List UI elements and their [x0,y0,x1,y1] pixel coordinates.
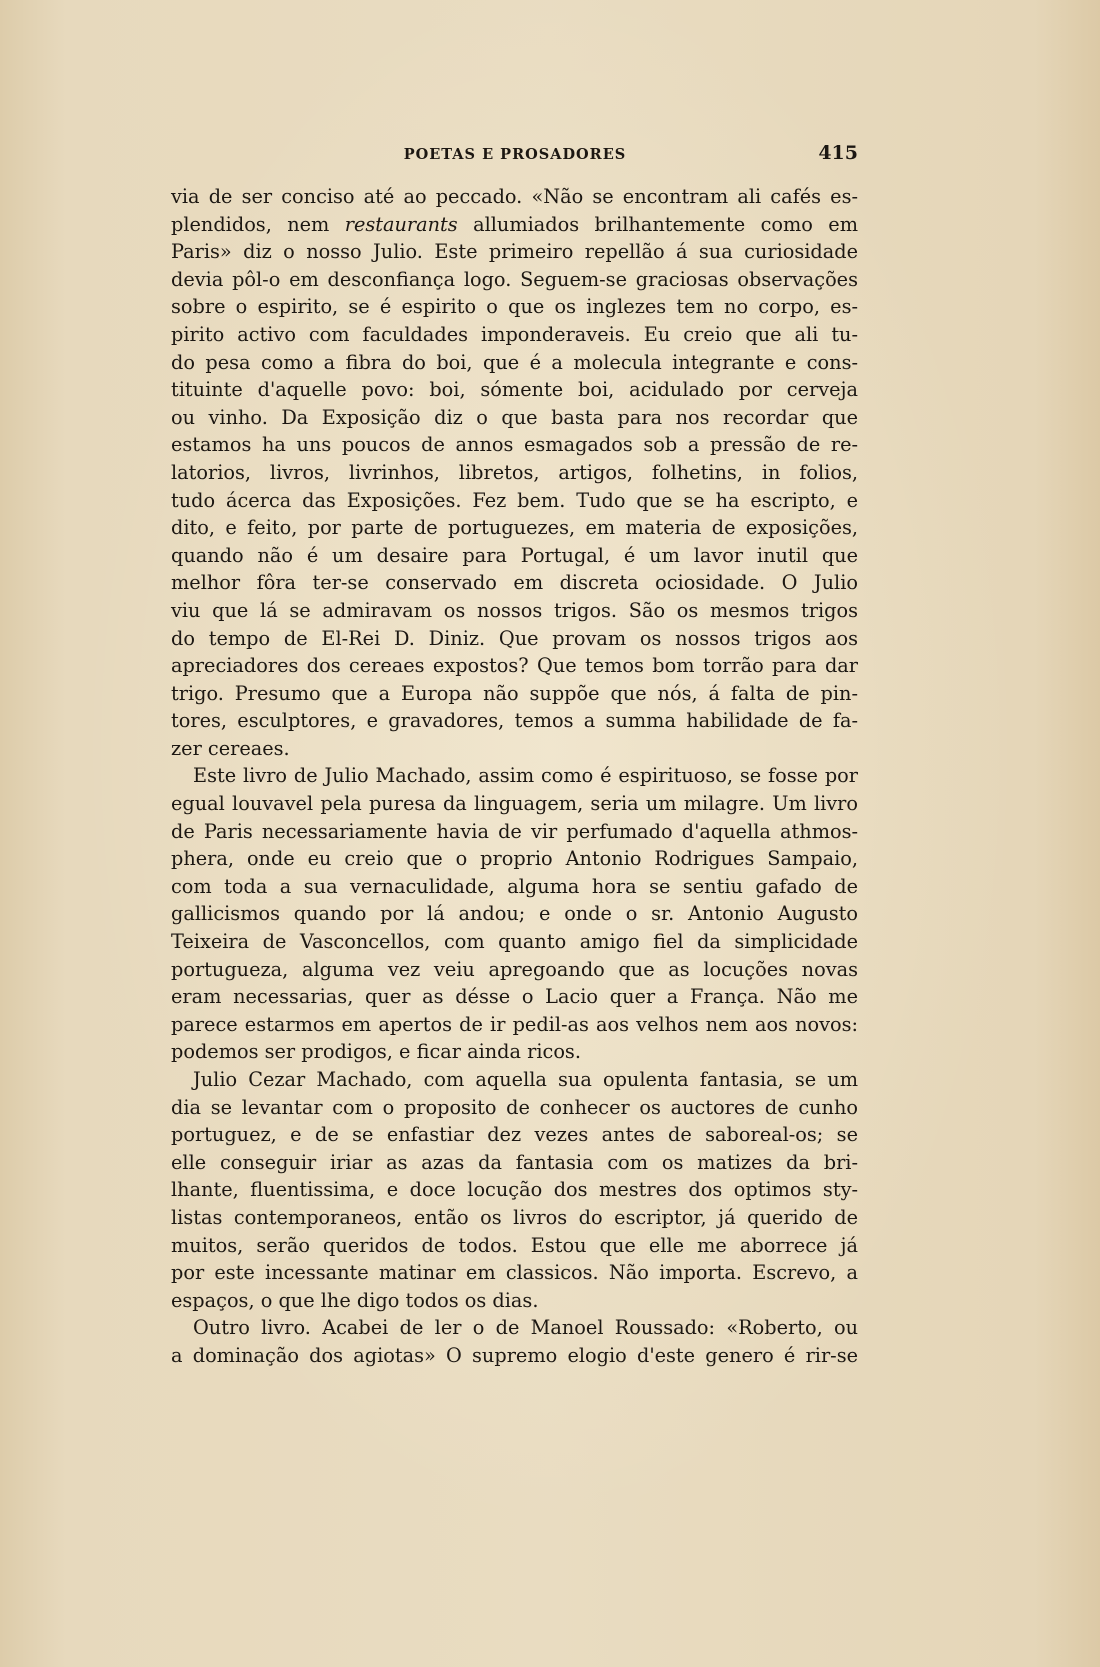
text-line: gallicismos quando por lá andou; e onde o sr. Antonio Augusto [171,902,858,926]
text-line: plendidos, nem restaurants allumiados brilhantemente como em [171,212,858,236]
text-line: tores, esculptores, e gravadores, temos a summa habilidade de fa- [171,709,858,733]
text-line: podemos ser prodigos, e ficar ainda ricos. [171,1040,581,1064]
page-number: 415 [818,142,858,164]
text-line: phera, onde eu creio que o proprio Antonio Rodrigues Sampaio, [171,847,858,871]
text-line: viu que lá se admiravam os nossos trigos. São os mesmos trigos [171,598,858,622]
text-line: a dominação dos agiotas» O supremo elogio d'este genero é rir-se [171,1343,858,1367]
text-line: devia pôl-o em desconfiança logo. Seguem-se graciosas observações [171,267,858,291]
text-line: via de ser conciso até ao peccado. «Não se encontram ali cafés es- [171,185,858,208]
text-line: do tempo de El-Rei D. Diniz. Que provam os nossos trigos aos [171,626,858,650]
text-line: parece estarmos em apertos de ir pedil-as aos velhos nem aos novos: [171,1012,858,1036]
text-line: quando não é um desaire para Portugal, é um lavor inutil que [171,543,858,567]
text-line: Julio Cezar Machado, com aquella sua opulenta fantasia, se um [193,1068,858,1091]
text-line: muitos, serão queridos de todos. Estou que elle me aborrece já [171,1233,858,1257]
running-title: POETAS E PROSADORES [403,146,627,163]
text-line: Este livro de Julio Machado, assim como é espirituoso, se fosse por [193,764,858,788]
text-line: por este incessante matinar em classicos. Não importa. Escrevo, a [171,1261,858,1285]
text-line: com toda a sua vernaculidade, alguma hora se sentiu gafado de [171,874,858,898]
text-line: pirito activo com faculdades imponderaveis. Eu creio que ali tu- [171,322,858,346]
text-line: estamos ha uns poucos de annos esmagados sob a pressão de re- [171,433,858,457]
italic-term: restaurants [344,212,458,236]
text-line: Outro livro. Acabei de ler o de Manoel Roussado: «Roberto, ou [193,1316,858,1340]
text-line: sobre o espirito, se é espirito o que os inglezes tem no corpo, es- [171,295,858,319]
running-head [172,142,858,170]
text-line: listas contemporaneos, então os livros do escriptor, já querido de [171,1205,858,1229]
text-line: egual louvavel pela puresa da linguagem, seria um milagre. Um livro [171,792,858,816]
text-line: elle conseguir iriar as azas da fantasia com os matizes da bri- [171,1150,858,1174]
text-line: latorios, livros, livrinhos, libretos, artigos, folhetins, in folios, [171,460,858,484]
text-line: zer cereaes. [171,736,290,760]
text-line: trigo. Presumo que a Europa não suppõe que nós, á falta de pin- [171,681,858,705]
text-line: espaços, o que lhe digo todos os dias. [171,1288,539,1312]
body-text [171,183,858,1370]
text-line: do pesa como a fibra do boi, que é a molecula integrante e cons- [171,350,858,374]
text-line: melhor fôra ter-se conservado em discreta ociosidade. O Julio [171,571,858,595]
paragraph [171,1066,858,1314]
text-line: lhante, fluentissima, e doce locução dos mestres dos optimos sty- [171,1178,858,1202]
text-line: eram necessarias, quer as désse o Lacio quer a França. Não me [171,985,858,1009]
paragraph [171,1314,858,1369]
text-line: tituinte d'aquelle povo: boi, sómente boi, acidulado por cerveja [171,378,858,402]
paragraph [171,183,858,762]
text-line: portugueza, alguma vez veiu apregoando que as locuções novas [171,957,858,981]
text-line: de Paris necessariamente havia de vir perfumado d'aquella athmos- [171,819,858,843]
text-line: portuguez, e de se enfastiar dez vezes antes de saboreal-os; se [171,1123,858,1147]
text-line: Teixeira de Vasconcellos, com quanto amigo fiel da simplicidade [171,930,858,954]
text-line: dia se levantar com o proposito de conhecer os auctores de cunho [171,1095,858,1119]
text-line: apreciadores dos cereaes expostos? Que temos bom torrão para dar [171,654,858,678]
text-line: Paris» diz o nosso Julio. Este primeiro repellão á sua curiosidade [171,240,858,264]
paragraph [171,762,858,1066]
text-line: dito, e feito, por parte de portuguezes, em materia de exposições, [171,516,858,540]
text-line: ou vinho. Da Exposição diz o que basta para nos recordar que [171,405,858,429]
text-line: tudo ácerca das Exposições. Fez bem. Tudo que se ha escripto, e [171,488,858,512]
